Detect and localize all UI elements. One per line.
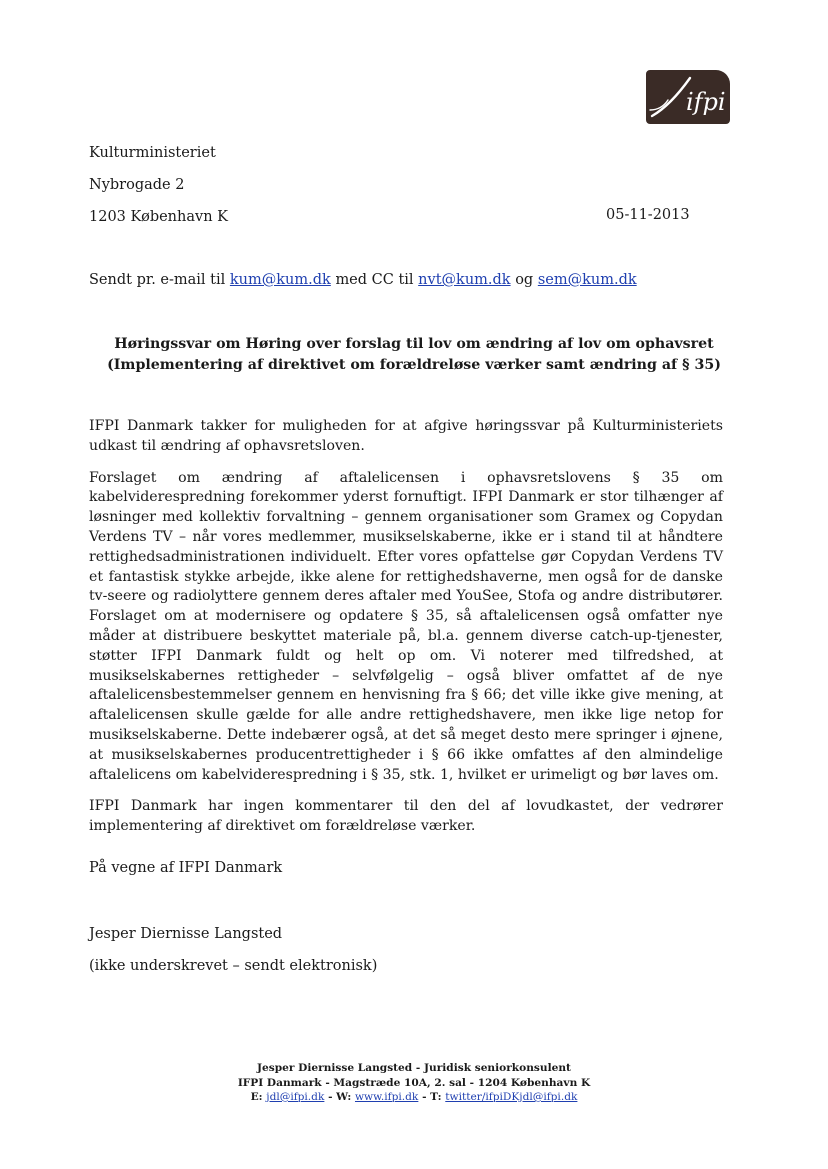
sent-mid: med CC til: [335, 272, 414, 288]
footer-line-3: [200, 1090, 628, 1105]
letter-body: [89, 417, 723, 849]
logo-text: ifpi: [686, 88, 726, 116]
email-link-kum[interactable]: kum@kum.dk: [229, 272, 331, 288]
letter-title: [100, 334, 728, 376]
recipient-city: 1203 København K: [89, 209, 228, 225]
footer-email-label: E:: [250, 1091, 263, 1103]
email-link-sem[interactable]: sem@kum.dk: [537, 272, 637, 288]
footer-line-1: Jesper Diernisse Langsted - Juridisk seniorkonsulent: [257, 1062, 571, 1074]
body-paragraph-3: IFPI Danmark har ingen kommentarer til den del af lovudkastet, der vedrører implementering af direktivet om forældreløse værker.: [89, 798, 723, 835]
recipient-street: Nybrogade 2: [89, 177, 185, 193]
footer-web-label: - W:: [328, 1091, 352, 1103]
title-line-1: Høringssvar om Høring over forslag til lov om ændring af lov om ophavsret: [114, 336, 714, 352]
signature-note: (ikke underskrevet – sendt elektronisk): [89, 958, 378, 974]
sent-line: [89, 271, 637, 289]
on-behalf-line: På vegne af IFPI Danmark: [89, 860, 283, 876]
footer-twitter-label: - T:: [422, 1091, 442, 1103]
title-line-2: (Implementering af direktivet om forældreløse værker samt ændring af § 35): [107, 357, 721, 373]
email-link-nvt[interactable]: nvt@kum.dk: [418, 272, 511, 288]
footer-web-link[interactable]: www.ifpi.dk: [354, 1091, 419, 1103]
footer-email-link[interactable]: jdl@ifpi.dk: [266, 1091, 325, 1103]
ifpi-logo: [646, 70, 730, 124]
body-paragraph-1: IFPI Danmark takker for muligheden for at afgive høringssvar på Kulturministeriets udkast til ændring af ophavsretsloven.: [89, 418, 723, 454]
sent-and: og: [515, 272, 534, 288]
ifpi-logo-mark: [646, 70, 730, 124]
letter-footer: [200, 1061, 628, 1105]
body-paragraph-2: Forslaget om ændring af aftalelicensen i ophavsretslovens § 35 om kabelviderespredning forekommer yderst fornuftigt. IFPI Danmark er stor tilhænger af løsninger med kollektiv forvaltning – gennem organisationer som Gramex og Copydan Verdens TV – når vores medlemmer, musikselskaberne, ikke er i stand til at håndtere rettighedsadministrationen individuelt. Efter vores opfattelse gør Copydan Verdens TV et fantastisk stykke arbejde, ikke alene for rettighedshaverne, men også for de danske tv-seere og radiolyttere gennem deres aftaler med YouSee, Stofa og andre distributører. Forslaget om at modernisere og opdatere § 35, så aftalelicensen også omfatter nye måder at distribuere beskyttet materiale på, bl.a. gennem diverse catch-up-tjenester, støtter IFPI Danmark fuldt og helt op om. Vi noterer med tilfredshed, at musikselskabernes rettigheder – selvfølgelig – også bliver omfattet af de nye aftalelicensbestemmelser gennem en henvisning fra § 66; det ville ikke give mening, at aftalelicensen skulle gælde for alle andre rettighedshavere, men ikke lige netop for musikselskaberne. Dette indebærer også, at det så meget desto mere springer i øjnene, at musikselskabernes producentrettigheder i § 66 ikke omfattes af den almindelige aftalelicens om kabelviderespredning i § 35, stk. 1, hvilket er urimeligt og bør laves om.: [89, 469, 723, 783]
sent-prefix: Sendt pr. e-mail til: [89, 272, 226, 288]
letter-date: 05-11-2013: [606, 207, 690, 223]
footer-twitter-link[interactable]: twitter/ifpiDKjdl@ifpi.dk: [445, 1091, 578, 1103]
recipient-name: Kulturministeriet: [89, 145, 216, 161]
signer-name: Jesper Diernisse Langsted: [89, 926, 283, 942]
footer-line-2: IFPI Danmark - Magstræde 10A, 2. sal - 1204 København K: [237, 1076, 591, 1089]
